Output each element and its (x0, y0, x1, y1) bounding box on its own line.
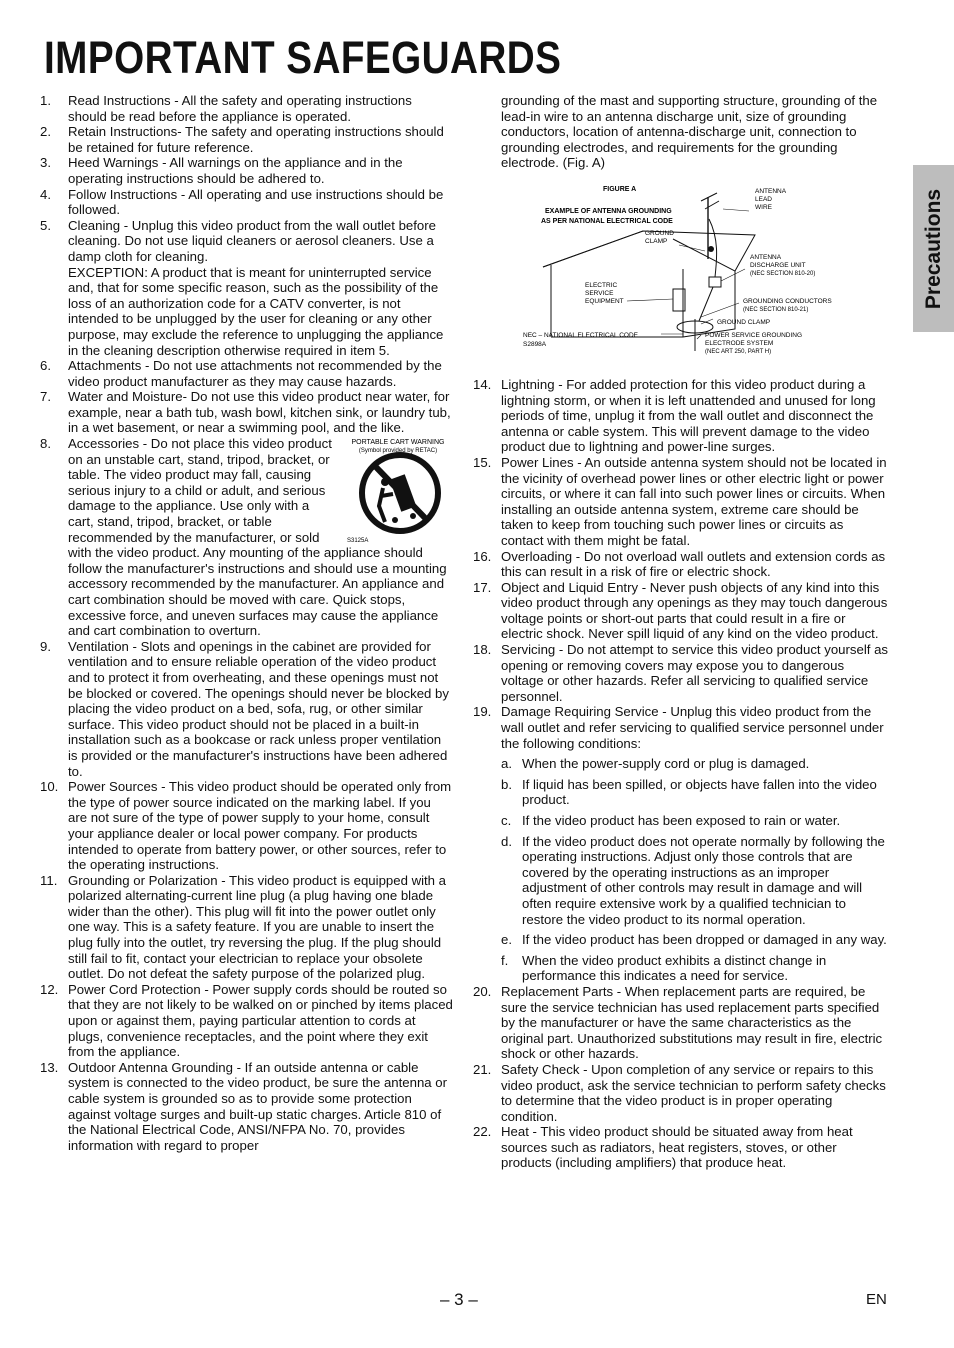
item-number: 15. (473, 454, 492, 470)
condition-letter: d. (501, 833, 512, 849)
item-text: Overloading - Do not overload wall outlets and extension cords as this can result in a risk of fire or electric shock. (501, 548, 886, 580)
item-text: Retain Instructions- The safety and operating instructions should be retained for future reference. (68, 124, 444, 155)
condition-c (473, 813, 888, 829)
cart-warning-code: S3125A (347, 538, 369, 545)
item-number: 13. (40, 1059, 59, 1075)
section-tab-label: Precautions (921, 188, 945, 309)
condition-text: If the video product has been dropped or damaged in any way. (522, 932, 887, 948)
item-number: 12. (40, 981, 59, 997)
item-number: 4. (40, 186, 51, 202)
label-discharge-2: DISCHARGE UNIT (750, 261, 806, 269)
item-text: Heat - This video product should be situated away from heat sources such as radiators, heat registers, stoves, or other products (including amplifiers) that produce heat. (501, 1124, 853, 1171)
cart-warning-subtitle: (Symbol provided by RETAC) (358, 448, 438, 455)
label-power-service-1: POWER SERVICE GROUNDING (705, 331, 803, 339)
condition-text: When the video product exhibits a distinct change in performance this indicates a need for service. (522, 952, 827, 984)
item-text: Accessories - Do not place this video product on an unstable cart, stand, tripod, bracket, or table. The video product may fall, causing serious injury to a child or adult, and serious damage to the appliance. Use only with a cart, stand, tripod, bracket, or table recommended by the manufacturer, or sold with the video product. Any mounting of the appliance should follow the manufacturer's instructions and should use a mounting accessory recommended by the manufacturer. An appliance and cart combination should be moved with care. Quick stops, excessive force, and uneven surfaces may cause the appliance and cart combination to overturn. (68, 436, 447, 639)
item-text: Replacement Parts - When replacement parts are required, be sure the service technician has used replacement parts specified by the manufacturer or have the same characteristics as the original part. Unauthorized substitutions may result in fire, electric shock or other hazards. (501, 983, 883, 1062)
label-electric-3: EQUIPMENT (585, 297, 624, 305)
safeguard-item-21 (473, 1062, 888, 1124)
item-5-exception: EXCEPTION: A product that is meant for uninterrupted service and, that for some specific reason, such as the possibility of the loss of an authorization code for a CATV converter, is not intended to be unplugged by the user for cleaning or any other purpose, may exclude the reference to unplugging the appliance in the cleaning description otherwise required in item 5. (68, 264, 444, 358)
item-number: 17. (473, 579, 492, 595)
item-text: Outdoor Antenna Grounding - If an outside antenna or cable system is connected to the video product, be sure the antenna or cable system is grounded so as to provide some protection against voltage surges and built-up static charges. Article 810 of the National Electrical Code, ANSI/NFPA No. 70, provides information with regard to proper (68, 1059, 448, 1153)
cart-warning-title: PORTABLE CART WARNING (351, 439, 445, 447)
safeguard-item-22 (473, 1124, 888, 1171)
condition-b (473, 777, 888, 808)
item-number: 18. (473, 642, 492, 658)
item-text: Safety Check - Upon completion of any service or repairs to this video product, ask the service technician to perform safety checks to determine that the video product is in proper operating condition. (501, 1061, 886, 1124)
item-text: Servicing - Do not attempt to service this video product yourself as opening or removing covers may expose you to dangerous voltage or other hazards. Refer all servicing to qualified service personnel. (501, 642, 889, 704)
item-text: Power Cord Protection - Power supply cords should be routed so that they are not likely to be walked on or pinched by items placed upon or against them, paying particular attention to cords at plugs, convenience receptacles, and the point where they exit from the appliance. (68, 981, 453, 1060)
portable-cart-warning-icon (343, 436, 453, 544)
item-text: Heed Warnings - All warnings on the appliance and in the operating instructions should be adhered to. (68, 155, 403, 186)
item-number: 7. (40, 389, 51, 405)
page-number: – 3 – (440, 1290, 478, 1309)
safeguard-item-18 (473, 642, 888, 704)
safeguard-item-17 (473, 580, 888, 642)
safeguard-item-2 (40, 124, 453, 155)
label-discharge-3: (NEC SECTION 810-20) (750, 270, 816, 277)
item-text: Power Sources - This video product should be operated only from the type of power source indicated on the marking label. If you are not sure of the type of power supply to your home, consult your appliance dealer or local power company. For products intended to operate from battery power, or other sources, refer to the operating instructions. (68, 779, 452, 873)
item-text: Grounding or Polarization - This video product is equipped with a polarized alternating-current line plug (a plug having one blade wider than the other). This plug will fit into the power outlet only one way. This is a safety feature. If you are unable to insert the plug fully into the outlet, try reversing the plug. If the plug should still fail to fit, contact your electrician to replace your obsolete outlet. Do not defeat the safety purpose of the polarized plug. (68, 872, 447, 982)
item-number: 10. (40, 779, 59, 795)
label-power-service-3: (NEC ART 250, PART H) (705, 348, 772, 355)
figure-heading-2: AS PER NATIONAL ELECTRICAL CODE (541, 217, 673, 225)
item-number: 3. (40, 155, 51, 171)
language-code: EN (866, 1291, 887, 1308)
label-antenna-2: LEAD (755, 195, 772, 203)
item-text: Lightning - For added protection for this video product during a lightning storm, or when it is left unattended and unused for long periods of time, unplug it from the wall outlet and disconnect the antenna or cable system. This will prevent damage to the video product due to lightning and power-line surges. (501, 376, 876, 455)
safeguard-item-15 (473, 455, 888, 549)
antenna-grounding-figure (523, 179, 903, 361)
condition-letter: c. (501, 813, 512, 828)
item-text: Damage Requiring Service - Unplug this video product from the wall outlet and refer servicing to qualified service personnel under the following conditions: (501, 704, 884, 751)
item-text: Power Lines - An outside antenna system should not be located in the vicinity of overhead power lines or other electric light or power circuits, or where it can fall into such power lines or circuits. When installing an outside antenna system, extreme care should be taken to keep from touching such power lines or circuits as contact with them might be fatal. (501, 454, 887, 548)
label-ground-clamp-1: GROUND (645, 229, 674, 237)
label-grounding-conductors-1: GROUNDING CONDUCTORS (743, 297, 832, 305)
item-text: Water and Moisture- Do not use this video product near water, for example, near a bath tub, wash bowl, kitchen sink, or laundry tub, in a wet basement, or near a swimming pool, and the like. (68, 389, 451, 436)
condition-e (473, 932, 888, 948)
item-number: 16. (473, 548, 492, 564)
item-number: 11. (40, 872, 58, 888)
item-number: 8. (40, 436, 51, 452)
safeguard-item-8 (40, 436, 453, 639)
label-electric-2: SERVICE (585, 289, 614, 297)
safeguard-item-11 (40, 873, 453, 982)
right-column (473, 93, 888, 1171)
safeguard-item-20 (473, 984, 888, 1062)
safeguard-item-9 (40, 639, 453, 779)
condition-a (473, 756, 888, 772)
item-text: Attachments - Do not use attachments not recommended by the video product manufacturer as they may cause hazards. (68, 358, 442, 389)
safeguard-item-13 (40, 1060, 453, 1154)
item-8-body (68, 436, 453, 639)
figure-heading-1: EXAMPLE OF ANTENNA GROUNDING (545, 207, 672, 215)
item-number: 14. (473, 376, 492, 392)
condition-text: If the video product has been exposed to rain or water. (522, 813, 841, 828)
condition-letter: b. (501, 776, 512, 792)
portable-cart-warning (343, 436, 453, 544)
figure-label: FIGURE A (603, 185, 637, 193)
label-discharge-1: ANTENNA (750, 253, 782, 261)
label-nec: NEC – NATIONAL ELECTRICAL CODE (523, 331, 638, 339)
item-number: 22. (473, 1124, 492, 1140)
figure-code: S2898A (523, 340, 547, 348)
condition-text: If liquid has been spilled, or objects have fallen into the video product. (522, 776, 877, 808)
condition-letter: f. (501, 952, 509, 968)
item-number: 9. (40, 638, 51, 654)
item-13-continued: grounding of the mast and supporting structure, grounding of the lead-in wire to an antenna discharge unit, size of grounding conductors, location of antenna-discharge unit, connection to grounding electrodes, and requirements for the grounding electrode. (Fig. A) (501, 93, 878, 171)
label-electric-1: ELECTRIC (585, 281, 618, 289)
label-ground-clamp-lower: GROUND CLAMP (717, 318, 771, 326)
safeguard-item-4 (40, 187, 453, 218)
label-grounding-conductors-2: (NEC SECTION 810-21) (743, 306, 809, 313)
safeguard-item-1 (40, 93, 453, 124)
item-text: Ventilation - Slots and openings in the cabinet are provided for ventilation and to ensure reliable operation of the video product and to protect it from overheating, and these openings must not be blocked or covered. The openings should never be blocked by placing the video product on a bed, sofa, rug, or other similar surface. This video product should not be placed in a built-in installation such as a bookcase or rack unless proper ventilation is provided or the manufacturer's instructions have been adhered to. (68, 638, 449, 779)
safeguard-item-10 (40, 779, 453, 873)
section-tab-precautions (913, 165, 954, 332)
item-text: Follow Instructions - All operating and use instructions should be followed. (68, 186, 444, 218)
condition-f (473, 953, 888, 984)
item-number: 21. (473, 1061, 492, 1077)
condition-d (473, 834, 888, 928)
item-number: 6. (40, 358, 51, 374)
item-text: Cleaning - Unplug this video product from the wall outlet before cleaning. Do not use liquid cleaners or aerosol cleaners. Use a damp cloth for cleaning. (68, 217, 436, 264)
left-column (40, 93, 453, 1153)
safeguard-item-14 (473, 377, 888, 455)
safeguard-item-12 (40, 982, 453, 1060)
safeguard-item-6 (40, 358, 453, 389)
condition-letter: e. (501, 932, 512, 948)
item-number: 5. (40, 217, 51, 233)
page-title: IMPORTANT SAFEGUARDS (44, 32, 562, 83)
safeguard-item-7 (40, 389, 453, 436)
safeguard-item-5 (40, 218, 453, 265)
safeguard-item-16 (473, 549, 888, 580)
condition-text: If the video product does not operate normally by following the operating instructions. Adjust only those controls that are covered by the operating instructions as an improper adjustment of other controls may result in damage and will often require extensive work by a qualified technician to restore the video product to its normal operation. (522, 833, 885, 927)
item-number: 20. (473, 983, 492, 999)
item-number: 2. (40, 124, 51, 140)
safeguard-item-19 (473, 704, 888, 751)
item-number: 1. (40, 93, 51, 108)
item-text: Read Instructions - All the safety and operating instructions should be read before the appliance is operated. (68, 93, 412, 124)
condition-letter: a. (501, 756, 512, 772)
condition-text: When the power-supply cord or plug is damaged. (522, 756, 810, 772)
antenna-grounding-diagram (523, 179, 903, 361)
item-number: 19. (473, 704, 492, 720)
safeguard-item-3 (40, 155, 453, 186)
label-antenna-1: ANTENNA (755, 187, 787, 195)
label-ground-clamp-2: CLAMP (645, 237, 668, 245)
label-antenna-3: WIRE (755, 203, 772, 211)
label-power-service-2: ELECTRODE SYSTEM (705, 339, 774, 347)
item-text: Object and Liquid Entry - Never push objects of any kind into this video product through any openings as they may touch dangerous voltage points or short-out parts that could result in a fire or electric shock. Never spill liquid of any kind on the video product. (501, 579, 888, 642)
